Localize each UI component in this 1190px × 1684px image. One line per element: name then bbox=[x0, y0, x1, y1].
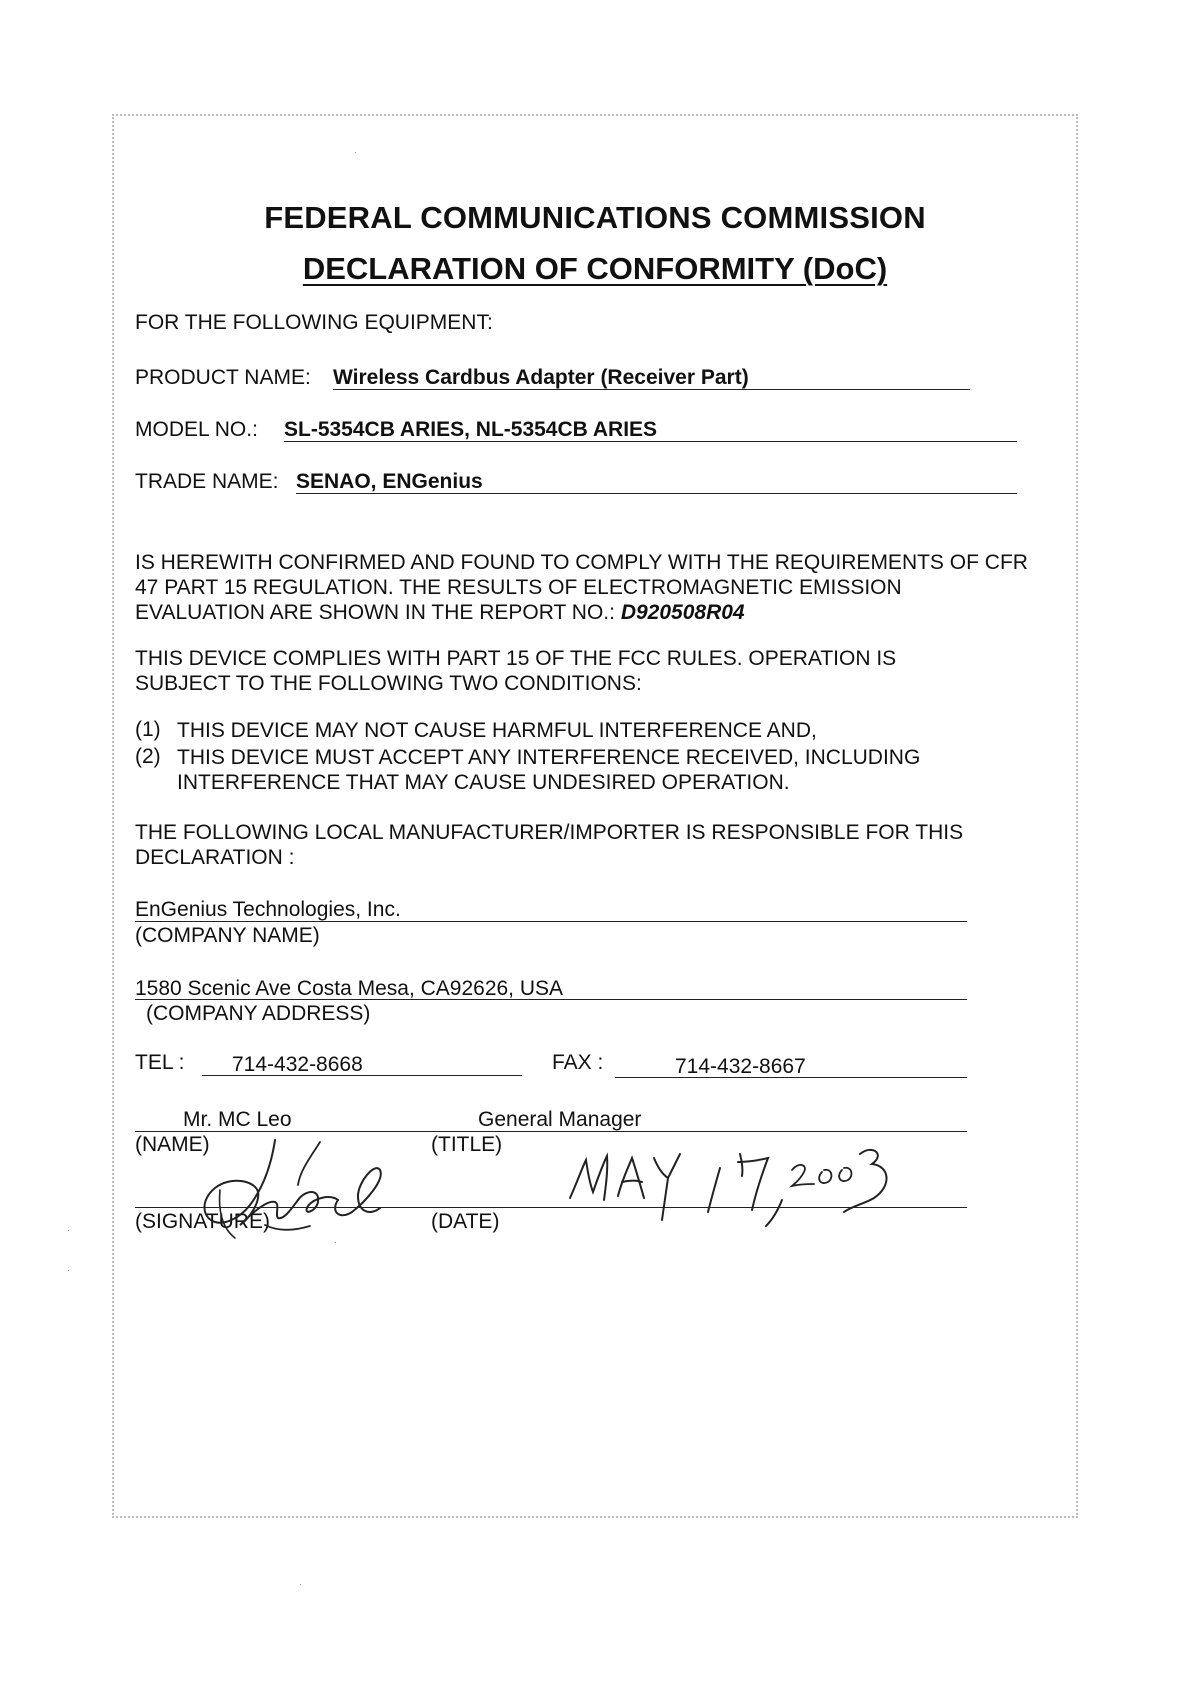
trade-name-line bbox=[296, 493, 1017, 494]
compliance-paragraph: IS HEREWITH CONFIRMED AND FOUND TO COMPLY WITH THE REQUIREMENTS OF CFR 47 PART 15 REGULATION. THE RESULTS OF ELECTROMAGNETIC EMISSION EVALUATION ARE SHOWN IN THE REPORT NO.: D920508R04 bbox=[135, 551, 1028, 624]
model-no-line bbox=[284, 441, 1017, 442]
product-name-value: Wireless Cardbus Adapter (Receiver Part) bbox=[333, 366, 749, 389]
scan-speck bbox=[68, 1270, 69, 1271]
tel-label: TEL : bbox=[135, 1051, 185, 1074]
equipment-heading: FOR THE FOLLOWING EQUIPMENT: bbox=[135, 311, 493, 334]
scan-speck bbox=[300, 1584, 301, 1585]
condition-1-number: (1) bbox=[135, 718, 161, 741]
tel-line bbox=[202, 1075, 522, 1076]
company-name-caption: (COMPANY NAME) bbox=[135, 924, 320, 947]
report-number: D920508R04 bbox=[620, 601, 745, 624]
part15-paragraph: THIS DEVICE COMPLIES WITH PART 15 OF THE FCC RULES. OPERATION IS SUBJECT TO THE FOLLOWING TWO CONDITIONS: bbox=[135, 647, 897, 695]
tel-value: 714-432-8668 bbox=[232, 1053, 363, 1076]
signatory-name: Mr. MC Leo bbox=[183, 1108, 292, 1131]
handwritten-signature bbox=[180, 1130, 400, 1245]
fax-value: 714-432-8667 bbox=[675, 1055, 806, 1078]
handwritten-date bbox=[560, 1140, 980, 1235]
name-caption: (NAME) bbox=[135, 1133, 210, 1156]
company-name-line bbox=[135, 921, 967, 922]
scan-speck bbox=[68, 1230, 69, 1231]
scan-speck bbox=[355, 152, 356, 153]
company-address-line bbox=[135, 999, 967, 1000]
model-no-value: SL-5354CB ARIES, NL-5354CB ARIES bbox=[284, 418, 658, 441]
document-title: FEDERAL COMMUNICATIONS COMMISSION bbox=[264, 200, 926, 235]
trade-name-value: SENAO, ENGenius bbox=[296, 470, 483, 493]
signatory-title: General Manager bbox=[478, 1108, 642, 1131]
date-caption: (DATE) bbox=[431, 1210, 500, 1233]
model-no-label: MODEL NO.: bbox=[135, 418, 258, 441]
condition-2-text: THIS DEVICE MUST ACCEPT ANY INTERFERENCE RECEIVED, INCLUDING INTERFERENCE THAT MAY CAUSE UNDESIRED OPERATION. bbox=[177, 746, 921, 794]
fax-label: FAX : bbox=[552, 1051, 604, 1074]
product-name-line bbox=[333, 389, 970, 390]
company-address-value: 1580 Scenic Ave Costa Mesa, CA92626, USA bbox=[135, 977, 564, 1000]
trade-name-label: TRADE NAME: bbox=[135, 470, 279, 493]
document-subtitle: DECLARATION OF CONFORMITY (DoC) bbox=[302, 251, 888, 286]
responsible-paragraph: THE FOLLOWING LOCAL MANUFACTURER/IMPORTER IS RESPONSIBLE FOR THIS DECLARATION : bbox=[135, 821, 964, 869]
product-name-label: PRODUCT NAME: bbox=[135, 366, 311, 389]
signature-caption: (SIGNATURE) bbox=[135, 1210, 270, 1233]
company-name-value: EnGenius Technologies, Inc. bbox=[135, 898, 401, 921]
company-address-caption: (COMPANY ADDRESS) bbox=[146, 1002, 371, 1025]
condition-2-number: (2) bbox=[135, 745, 161, 768]
condition-1-text: THIS DEVICE MAY NOT CAUSE HARMFUL INTERFERENCE AND, bbox=[177, 719, 817, 742]
title-caption: (TITLE) bbox=[431, 1133, 503, 1156]
fax-line bbox=[615, 1077, 967, 1078]
scan-speck bbox=[335, 1242, 336, 1243]
